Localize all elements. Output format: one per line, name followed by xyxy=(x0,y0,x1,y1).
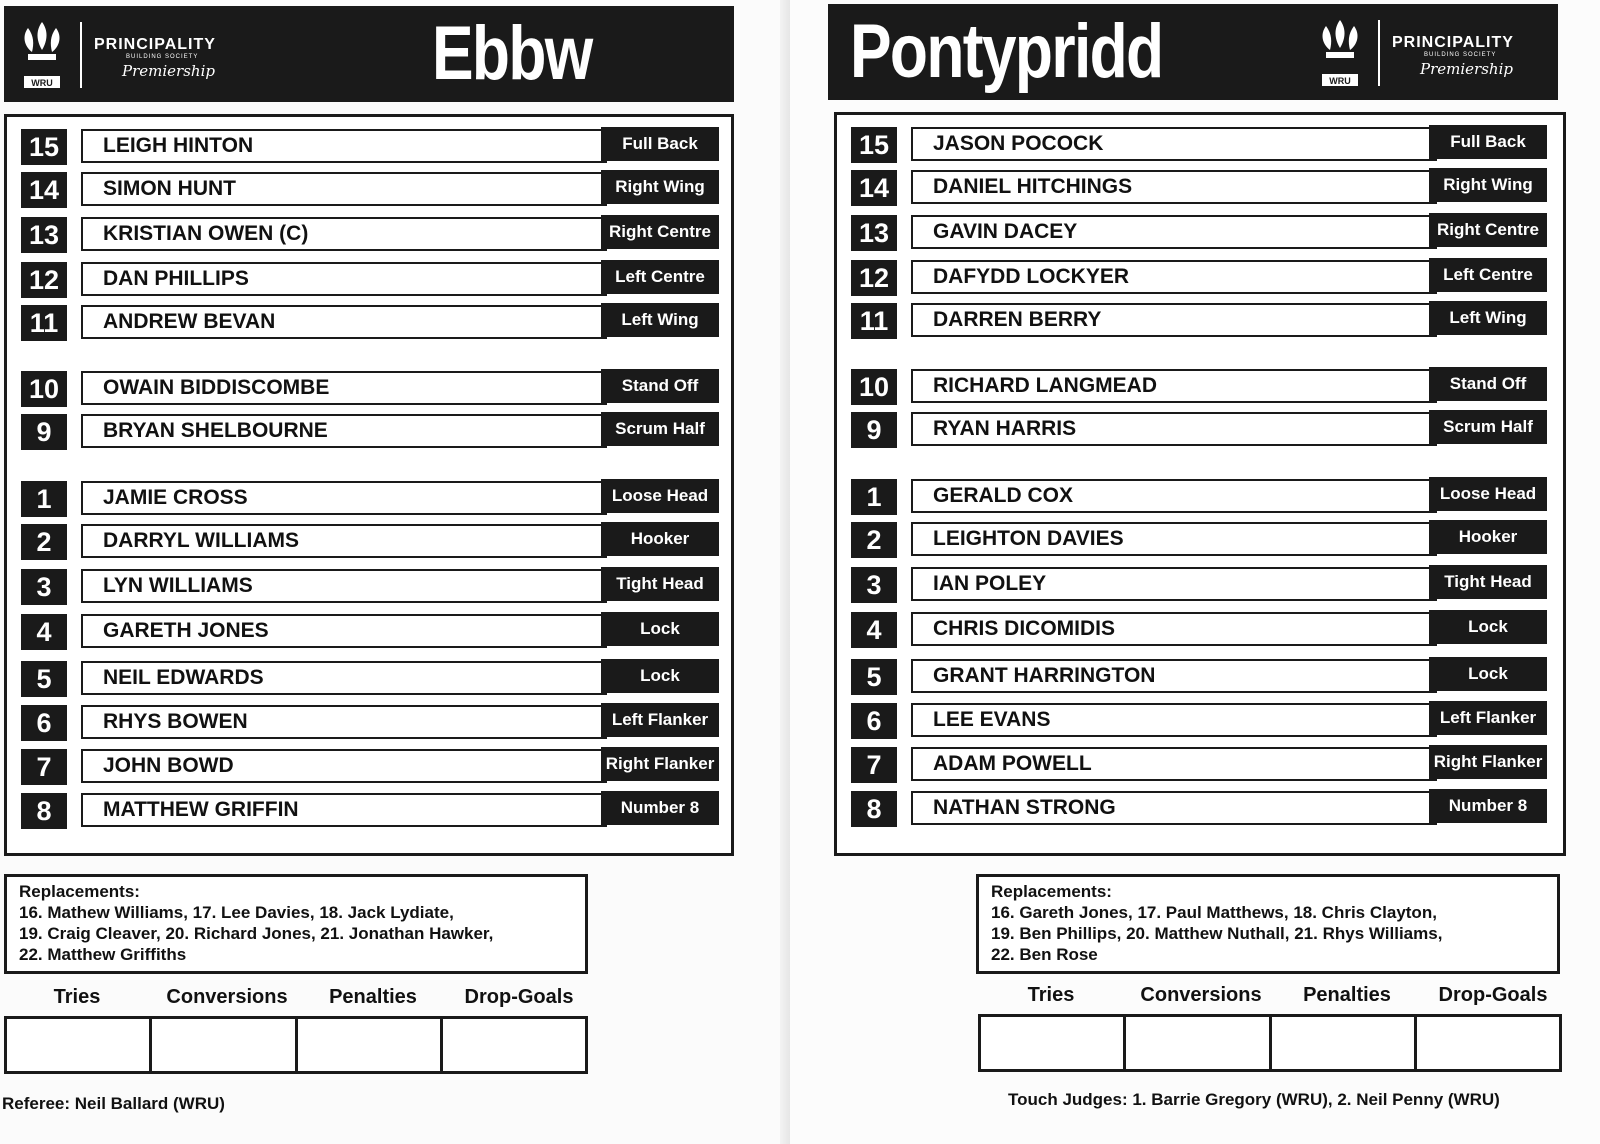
shirt-number: 1 xyxy=(851,479,897,515)
shirt-number: 7 xyxy=(21,749,67,785)
player-position: Lock xyxy=(1429,657,1547,691)
player-row xyxy=(21,217,717,253)
player-position: Right Wing xyxy=(1429,168,1547,202)
tries-box[interactable] xyxy=(981,1017,1126,1069)
shirt-number: 14 xyxy=(851,170,897,206)
league-name: Premiership xyxy=(1420,60,1513,78)
prince-of-wales-feathers-icon xyxy=(14,16,70,92)
player-name: GAVIN DACEY xyxy=(911,215,1437,249)
player-name: IAN POLEY xyxy=(911,567,1437,601)
player-row xyxy=(851,567,1547,603)
player-row xyxy=(851,127,1547,163)
shirt-number: 4 xyxy=(21,614,67,650)
player-name: NATHAN STRONG xyxy=(911,791,1437,825)
shirt-number: 11 xyxy=(21,305,67,341)
league-logo xyxy=(14,16,254,92)
tries-label: Tries xyxy=(1027,984,1075,1006)
player-name: LEE EVANS xyxy=(911,703,1437,737)
player-name: DAFYDD LOCKYER xyxy=(911,260,1437,294)
player-position: Left Wing xyxy=(601,303,719,337)
player-row xyxy=(21,481,717,517)
away-score-boxes xyxy=(978,1014,1562,1072)
shirt-number: 4 xyxy=(851,612,897,648)
shirt-number: 3 xyxy=(21,569,67,605)
player-position: Stand Off xyxy=(1429,367,1547,401)
away-lineup xyxy=(834,112,1566,856)
player-row xyxy=(21,524,717,560)
player-row xyxy=(851,170,1547,206)
shirt-number: 12 xyxy=(851,260,897,296)
shirt-number: 3 xyxy=(851,567,897,603)
player-position: Left Wing xyxy=(1429,301,1547,335)
penalties-label: Penalties xyxy=(1303,984,1391,1006)
sponsor-sub: BUILDING SOCIETY xyxy=(126,54,199,60)
shirt-number: 8 xyxy=(21,793,67,829)
player-row xyxy=(21,262,717,298)
shirt-number: 1 xyxy=(21,481,67,517)
crest-text: WRU xyxy=(31,78,53,88)
player-position: Full Back xyxy=(601,127,719,161)
player-row xyxy=(851,522,1547,558)
player-row xyxy=(21,569,717,605)
player-row xyxy=(851,612,1547,648)
player-row xyxy=(851,747,1547,783)
player-row xyxy=(851,791,1547,827)
player-position: Right Flanker xyxy=(601,747,719,781)
player-position: Lock xyxy=(601,612,719,646)
player-name: JASON POCOCK xyxy=(911,127,1437,161)
away-score-labels xyxy=(978,984,1562,1010)
shirt-number: 13 xyxy=(21,217,67,253)
shirt-number: 13 xyxy=(851,215,897,251)
player-name: LEIGHTON DAVIES xyxy=(911,522,1437,556)
conversions-label: Conversions xyxy=(166,986,288,1008)
left-page xyxy=(0,0,780,1144)
player-row xyxy=(21,749,717,785)
home-score-labels xyxy=(4,986,588,1012)
player-row xyxy=(851,303,1547,339)
player-position: Left Centre xyxy=(601,260,719,294)
drop-goals-box[interactable] xyxy=(443,1019,585,1071)
home-team-title: Ebbw xyxy=(432,11,592,96)
shirt-number: 9 xyxy=(851,412,897,448)
penalties-box[interactable] xyxy=(298,1019,443,1071)
conversions-box[interactable] xyxy=(1126,1017,1271,1069)
shirt-number: 2 xyxy=(851,522,897,558)
shirt-number: 9 xyxy=(21,414,67,450)
crest-text: WRU xyxy=(1329,76,1351,86)
replacements-line: 19. Craig Cleaver, 20. Richard Jones, 21. Jonathan Hawker, xyxy=(19,924,494,943)
sponsor-name: PRINCIPALITY xyxy=(1392,34,1514,51)
player-name: DARRYL WILLIAMS xyxy=(81,524,607,558)
player-name: RYAN HARRIS xyxy=(911,412,1437,446)
player-position: Scrum Half xyxy=(601,412,719,446)
player-position: Right Centre xyxy=(601,215,719,249)
player-row xyxy=(21,305,717,341)
drop-goals-box[interactable] xyxy=(1417,1017,1559,1069)
player-name: KRISTIAN OWEN (C) xyxy=(81,217,607,251)
player-row xyxy=(851,479,1547,515)
conversions-box[interactable] xyxy=(152,1019,297,1071)
player-name: JOHN BOWD xyxy=(81,749,607,783)
league-logo xyxy=(1312,14,1552,90)
player-name: DANIEL HITCHINGS xyxy=(911,170,1437,204)
shirt-number: 10 xyxy=(851,369,897,405)
tries-box[interactable] xyxy=(7,1019,152,1071)
league-name: Premiership xyxy=(122,62,215,80)
player-position: Number 8 xyxy=(601,791,719,825)
home-score-boxes xyxy=(4,1016,588,1074)
player-position: Right Centre xyxy=(1429,213,1547,247)
shirt-number: 10 xyxy=(21,371,67,407)
player-position: Tight Head xyxy=(601,567,719,601)
home-banner xyxy=(4,6,734,102)
player-name: GERALD COX xyxy=(911,479,1437,513)
logo-divider xyxy=(1378,20,1380,86)
logo-divider xyxy=(80,22,82,88)
shirt-number: 7 xyxy=(851,747,897,783)
player-name: OWAIN BIDDISCOMBE xyxy=(81,371,607,405)
player-position: Lock xyxy=(601,659,719,693)
away-banner xyxy=(828,4,1558,100)
player-position: Loose Head xyxy=(1429,477,1547,511)
player-name: ADAM POWELL xyxy=(911,747,1437,781)
player-name: LYN WILLIAMS xyxy=(81,569,607,603)
shirt-number: 2 xyxy=(21,524,67,560)
drop-goals-label: Drop-Goals xyxy=(464,986,574,1008)
shirt-number: 5 xyxy=(851,659,897,695)
conversions-label: Conversions xyxy=(1140,984,1262,1006)
sponsor-name: PRINCIPALITY xyxy=(94,36,216,53)
player-row xyxy=(851,412,1547,448)
player-name: DARREN BERRY xyxy=(911,303,1437,337)
player-position: Tight Head xyxy=(1429,565,1547,599)
player-position: Left Flanker xyxy=(1429,701,1547,735)
right-page xyxy=(790,0,1600,1144)
player-row xyxy=(21,414,717,450)
shirt-number: 6 xyxy=(851,703,897,739)
player-row xyxy=(21,129,717,165)
player-name: BRYAN SHELBOURNE xyxy=(81,414,607,448)
player-row xyxy=(21,371,717,407)
penalties-box[interactable] xyxy=(1272,1017,1417,1069)
shirt-number: 12 xyxy=(21,262,67,298)
shirt-number: 6 xyxy=(21,705,67,741)
player-position: Full Back xyxy=(1429,125,1547,159)
player-row xyxy=(851,260,1547,296)
player-row xyxy=(21,661,717,697)
shirt-number: 11 xyxy=(851,303,897,339)
player-position: Number 8 xyxy=(1429,789,1547,823)
player-name: GARETH JONES xyxy=(81,614,607,648)
player-position: Scrum Half xyxy=(1429,410,1547,444)
player-name: CHRIS DICOMIDIS xyxy=(911,612,1437,646)
touch-judges: Touch Judges: 1. Barrie Gregory (WRU), 2. Neil Penny (WRU) xyxy=(1008,1090,1500,1109)
player-position: Left Flanker xyxy=(601,703,719,737)
player-name: MATTHEW GRIFFIN xyxy=(81,793,607,827)
player-position: Hooker xyxy=(1429,520,1547,554)
replacements-line: 19. Ben Phillips, 20. Matthew Nuthall, 21. Rhys Williams, xyxy=(991,924,1443,943)
player-name: GRANT HARRINGTON xyxy=(911,659,1437,693)
player-row xyxy=(21,793,717,829)
shirt-number: 14 xyxy=(21,172,67,208)
replacements-line: 16. Gareth Jones, 17. Paul Matthews, 18. Chris Clayton, xyxy=(991,903,1437,922)
player-name: ANDREW BEVAN xyxy=(81,305,607,339)
shirt-number: 8 xyxy=(851,791,897,827)
shirt-number: 15 xyxy=(21,129,67,165)
player-position: Stand Off xyxy=(601,369,719,403)
player-position: Hooker xyxy=(601,522,719,556)
replacements-line: 22. Ben Rose xyxy=(991,945,1098,964)
player-row xyxy=(851,659,1547,695)
player-name: NEIL EDWARDS xyxy=(81,661,607,695)
replacements-title: Replacements: xyxy=(991,882,1112,901)
player-name: RHYS BOWEN xyxy=(81,705,607,739)
replacements-line: 16. Mathew Williams, 17. Lee Davies, 18. Jack Lydiate, xyxy=(19,903,454,922)
referee: Referee: Neil Ballard (WRU) xyxy=(2,1094,225,1113)
player-position: Loose Head xyxy=(601,479,719,513)
player-name: SIMON HUNT xyxy=(81,172,607,206)
player-position: Left Centre xyxy=(1429,258,1547,292)
player-row xyxy=(21,614,717,650)
away-team-title: Pontypridd xyxy=(850,9,1163,94)
replacements-line: 22. Matthew Griffiths xyxy=(19,945,187,964)
shirt-number: 15 xyxy=(851,127,897,163)
home-replacements xyxy=(4,874,588,974)
player-row xyxy=(851,703,1547,739)
player-row xyxy=(851,369,1547,405)
player-name: DAN PHILLIPS xyxy=(81,262,607,296)
player-position: Right Flanker xyxy=(1429,745,1547,779)
prince-of-wales-feathers-icon xyxy=(1312,14,1368,90)
player-position: Right Wing xyxy=(601,170,719,204)
player-name: JAMIE CROSS xyxy=(81,481,607,515)
away-replacements xyxy=(976,874,1560,974)
tries-label: Tries xyxy=(53,986,101,1008)
player-name: LEIGH HINTON xyxy=(81,129,607,163)
drop-goals-label: Drop-Goals xyxy=(1438,984,1548,1006)
replacements-title: Replacements: xyxy=(19,882,140,901)
player-row xyxy=(851,215,1547,251)
player-position: Lock xyxy=(1429,610,1547,644)
player-row xyxy=(21,172,717,208)
shirt-number: 5 xyxy=(21,661,67,697)
home-lineup xyxy=(4,114,734,856)
player-row xyxy=(21,705,717,741)
player-name: RICHARD LANGMEAD xyxy=(911,369,1437,403)
sponsor-sub: BUILDING SOCIETY xyxy=(1424,52,1497,58)
penalties-label: Penalties xyxy=(329,986,417,1008)
